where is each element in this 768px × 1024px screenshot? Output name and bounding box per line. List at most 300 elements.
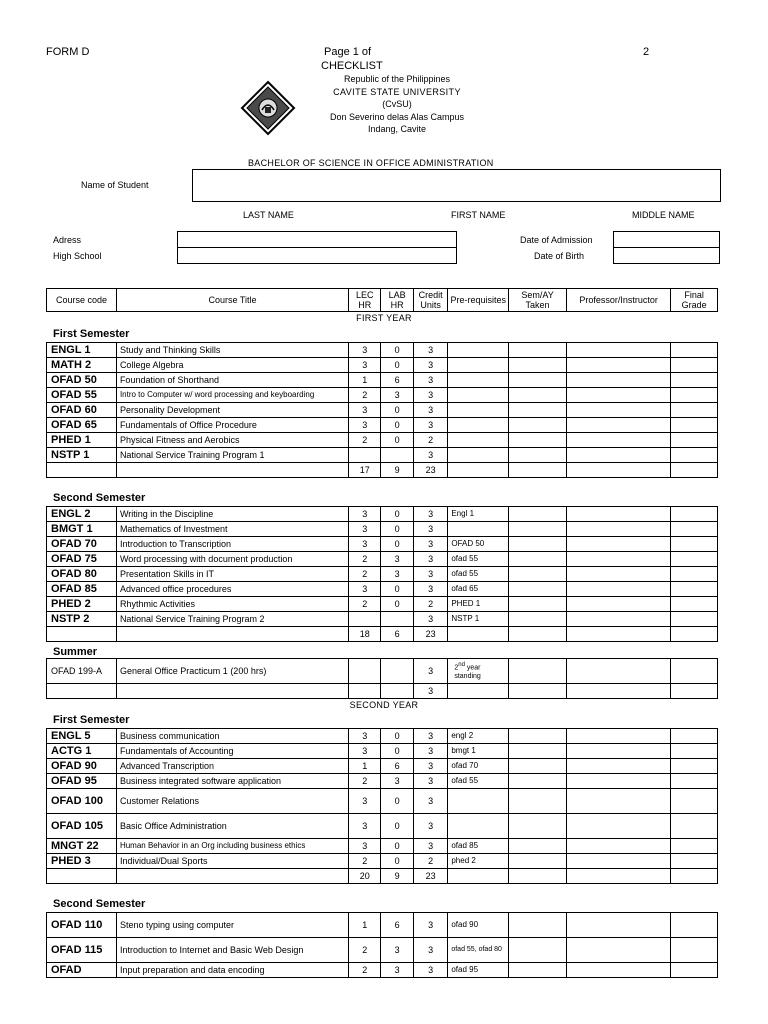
course-title: Rhythmic Activities xyxy=(116,597,348,612)
col-prerequisites: Pre-requisites xyxy=(448,289,509,312)
prerequisite xyxy=(448,789,509,814)
credit-units: 3 xyxy=(413,774,447,789)
professor-cell[interactable] xyxy=(566,963,670,978)
date-birth-label: Date of Birth xyxy=(534,251,585,261)
prerequisite xyxy=(448,448,509,463)
total-blank xyxy=(47,869,117,884)
sem-ay-taken-cell[interactable] xyxy=(509,358,567,373)
final-grade-cell[interactable] xyxy=(671,388,718,403)
sem-ay-taken-cell[interactable] xyxy=(509,418,567,433)
course-title: Fundamentals of Office Procedure xyxy=(116,418,348,433)
professor-cell[interactable] xyxy=(566,938,670,963)
lab-hours: 0 xyxy=(381,789,413,814)
professor-cell[interactable] xyxy=(566,388,670,403)
lab-hours xyxy=(381,659,413,684)
sem-ay-taken-cell[interactable] xyxy=(509,597,567,612)
professor-cell[interactable] xyxy=(566,597,670,612)
course-title: Foundation of Shorthand xyxy=(116,373,348,388)
sem-ay-taken-cell[interactable] xyxy=(509,789,567,814)
lab-hours xyxy=(381,448,413,463)
table-row xyxy=(47,963,718,978)
table-row xyxy=(47,403,718,418)
professor-cell[interactable] xyxy=(566,358,670,373)
final-grade-cell[interactable] xyxy=(671,552,718,567)
course-code: OFAD 75 xyxy=(47,552,117,567)
table-row xyxy=(47,507,718,522)
checklist-title: CHECKLIST xyxy=(321,60,383,72)
header-line: Republic of the Philippines xyxy=(343,74,451,84)
course-code: PHED 1 xyxy=(47,433,117,448)
semester-label: Summer xyxy=(53,646,98,658)
professor-cell[interactable] xyxy=(566,522,670,537)
sem-ay-taken-cell[interactable] xyxy=(509,537,567,552)
sem-ay-taken-cell[interactable] xyxy=(509,552,567,567)
course-code: OFAD 115 xyxy=(47,938,117,963)
table-row xyxy=(47,388,718,403)
lab-hours: 0 xyxy=(381,537,413,552)
student-name-field[interactable] xyxy=(192,169,721,202)
course-code: OFAD 90 xyxy=(47,759,117,774)
lab-hours: 0 xyxy=(381,582,413,597)
lec-hours: 3 xyxy=(349,839,381,854)
total-row xyxy=(47,869,718,884)
prerequisite xyxy=(448,659,509,684)
professor-cell[interactable] xyxy=(566,343,670,358)
table-row xyxy=(47,729,718,744)
total-row xyxy=(47,627,718,642)
total-lab xyxy=(381,684,413,699)
lec-hours: 1 xyxy=(349,913,381,938)
header-line: Don Severino delas Alas Campus xyxy=(329,111,465,122)
course-code: BMGT 1 xyxy=(47,522,117,537)
course-code: OFAD 85 xyxy=(47,582,117,597)
lab-hours: 0 xyxy=(381,522,413,537)
prerequisite: bmgt 1 xyxy=(448,744,509,759)
lab-hours: 0 xyxy=(381,839,413,854)
sem-ay-taken-cell[interactable] xyxy=(509,388,567,403)
col-lab-hr: LAB HR xyxy=(381,289,413,312)
course-code: OFAD 199-A xyxy=(47,659,117,684)
page-total: 2 xyxy=(643,46,650,58)
final-grade-cell[interactable] xyxy=(671,659,718,684)
total-credit: 23 xyxy=(413,463,447,478)
final-grade-cell[interactable] xyxy=(671,729,718,744)
sem-ay-taken-cell[interactable] xyxy=(509,567,567,582)
course-title: Input preparation and data encoding xyxy=(116,963,348,978)
credit-units: 3 xyxy=(413,358,447,373)
lab-hours: 0 xyxy=(381,814,413,839)
professor-cell[interactable] xyxy=(566,854,670,869)
sem-ay-taken-cell[interactable] xyxy=(509,744,567,759)
year-heading: SECOND YEAR xyxy=(349,700,419,710)
credit-units: 3 xyxy=(413,507,447,522)
sem-ay-taken-cell[interactable] xyxy=(509,343,567,358)
table-row xyxy=(47,744,718,759)
course-title: Customer Relations xyxy=(116,789,348,814)
credit-units: 3 xyxy=(413,388,447,403)
lab-hours: 3 xyxy=(381,774,413,789)
credit-units: 3 xyxy=(413,418,447,433)
prerequisite xyxy=(448,418,509,433)
col-professor: Professor/Instructor xyxy=(566,289,670,312)
prerequisite: ofad 95 xyxy=(448,963,509,978)
professor-cell[interactable] xyxy=(566,448,670,463)
sem-ay-taken-cell[interactable] xyxy=(509,433,567,448)
total-blank xyxy=(448,463,509,478)
course-code: ENGL 5 xyxy=(47,729,117,744)
total-lec: 18 xyxy=(349,627,381,642)
high-school-field[interactable] xyxy=(177,247,457,264)
lec-hours: 3 xyxy=(349,343,381,358)
total-blank xyxy=(509,627,567,642)
lab-hours: 6 xyxy=(381,373,413,388)
credit-units: 3 xyxy=(413,759,447,774)
lec-hours: 3 xyxy=(349,537,381,552)
credit-units: 3 xyxy=(413,913,447,938)
professor-cell[interactable] xyxy=(566,839,670,854)
total-blank xyxy=(566,463,670,478)
course-code: OFAD 105 xyxy=(47,814,117,839)
course-title: Introduction to Transcription xyxy=(116,537,348,552)
table-row xyxy=(47,582,718,597)
prerequisite: PHED 1 xyxy=(448,597,509,612)
semester-label: First Semester xyxy=(53,328,130,340)
header-line: (CvSU) xyxy=(382,99,412,109)
sem-ay-taken-cell[interactable] xyxy=(509,814,567,839)
credit-units: 3 xyxy=(413,814,447,839)
sem-ay-taken-cell[interactable] xyxy=(509,839,567,854)
credit-units: 3 xyxy=(413,537,447,552)
course-code: PHED 3 xyxy=(47,854,117,869)
prerequisite xyxy=(448,358,509,373)
table-row xyxy=(47,913,718,938)
professor-cell[interactable] xyxy=(566,552,670,567)
course-code: OFAD 70 xyxy=(47,537,117,552)
credit-units: 3 xyxy=(413,552,447,567)
total-lab: 6 xyxy=(381,627,413,642)
lec-hours: 2 xyxy=(349,774,381,789)
professor-cell[interactable] xyxy=(566,373,670,388)
total-lec: 20 xyxy=(349,869,381,884)
total-blank xyxy=(509,869,567,884)
final-grade-cell[interactable] xyxy=(671,343,718,358)
course-table-y1-s2 xyxy=(46,506,718,642)
col-final-grade: Final Grade xyxy=(671,289,718,312)
lab-hours: 0 xyxy=(381,343,413,358)
university-header xyxy=(0,73,768,136)
final-grade-cell[interactable] xyxy=(671,537,718,552)
lec-hours: 3 xyxy=(349,814,381,839)
course-title: Individual/Dual Sports xyxy=(116,854,348,869)
final-grade-cell[interactable] xyxy=(671,433,718,448)
final-grade-cell[interactable] xyxy=(671,507,718,522)
total-blank xyxy=(47,684,117,699)
final-grade-cell[interactable] xyxy=(671,522,718,537)
credit-units: 3 xyxy=(413,522,447,537)
final-grade-cell[interactable] xyxy=(671,789,718,814)
prerequisite: ofad 90 xyxy=(448,913,509,938)
final-grade-cell[interactable] xyxy=(671,418,718,433)
lec-hours xyxy=(349,659,381,684)
course-title: College Algebra xyxy=(116,358,348,373)
credit-units: 3 xyxy=(413,373,447,388)
course-title: Word processing with document production xyxy=(116,552,348,567)
col-lec-hr: LEC HR xyxy=(349,289,381,312)
course-title: Intro to Computer w/ word processing and keyboarding xyxy=(116,388,348,403)
lec-hours: 1 xyxy=(349,373,381,388)
table-row xyxy=(47,854,718,869)
credit-units: 3 xyxy=(413,744,447,759)
lab-hours: 3 xyxy=(381,963,413,978)
sem-ay-taken-cell[interactable] xyxy=(509,373,567,388)
prereq-sup: nd xyxy=(458,662,465,669)
last-name-label: LAST NAME xyxy=(243,210,294,220)
total-lab: 9 xyxy=(381,869,413,884)
final-grade-cell[interactable] xyxy=(671,963,718,978)
lec-hours xyxy=(349,448,381,463)
table-row xyxy=(47,373,718,388)
total-blank xyxy=(448,627,509,642)
total-blank xyxy=(116,627,348,642)
final-grade-cell[interactable] xyxy=(671,839,718,854)
course-title: Business integrated software application xyxy=(116,774,348,789)
date-admission-label: Date of Admission xyxy=(520,235,593,245)
credit-units: 3 xyxy=(413,729,447,744)
course-code: OFAD 50 xyxy=(47,373,117,388)
credit-units: 3 xyxy=(413,789,447,814)
final-grade-cell[interactable] xyxy=(671,567,718,582)
credit-units: 3 xyxy=(413,938,447,963)
final-grade-cell[interactable] xyxy=(671,854,718,869)
professor-cell[interactable] xyxy=(566,507,670,522)
final-grade-cell[interactable] xyxy=(671,373,718,388)
course-title: Basic Office Administration xyxy=(116,814,348,839)
table-row xyxy=(47,839,718,854)
credit-units: 3 xyxy=(413,839,447,854)
course-code: OFAD 65 xyxy=(47,418,117,433)
professor-cell[interactable] xyxy=(566,744,670,759)
total-blank xyxy=(47,463,117,478)
course-title: Study and Thinking Skills xyxy=(116,343,348,358)
table-row xyxy=(47,612,718,627)
sem-ay-taken-cell[interactable] xyxy=(509,612,567,627)
professor-cell[interactable] xyxy=(566,433,670,448)
table-row xyxy=(47,659,718,684)
table-row xyxy=(47,537,718,552)
col-credit-units: Credit Units xyxy=(413,289,447,312)
final-grade-cell[interactable] xyxy=(671,358,718,373)
credit-units: 3 xyxy=(413,963,447,978)
table-row xyxy=(47,814,718,839)
course-code: ACTG 1 xyxy=(47,744,117,759)
program-title: BACHELOR OF SCIENCE IN OFFICE ADMINISTRATION xyxy=(248,158,494,168)
address-field[interactable] xyxy=(177,231,457,248)
total-blank xyxy=(671,684,718,699)
semester-label: First Semester xyxy=(53,714,130,726)
table-row xyxy=(47,567,718,582)
total-blank xyxy=(116,869,348,884)
lab-hours: 3 xyxy=(381,567,413,582)
table-row xyxy=(47,343,718,358)
total-blank xyxy=(509,684,567,699)
course-code: NSTP 1 xyxy=(47,448,117,463)
name-label: Name of Student xyxy=(81,180,149,190)
credit-units: 3 xyxy=(413,343,447,358)
course-title: Physical Fitness and Aerobics xyxy=(116,433,348,448)
total-row xyxy=(47,463,718,478)
lab-hours: 6 xyxy=(381,759,413,774)
total-lab: 9 xyxy=(381,463,413,478)
header-line: CAVITE STATE UNIVERSITY xyxy=(333,86,461,97)
prerequisite: ofad 55 xyxy=(448,774,509,789)
professor-cell[interactable] xyxy=(566,659,670,684)
sem-ay-taken-cell[interactable] xyxy=(509,448,567,463)
course-code: ENGL 2 xyxy=(47,507,117,522)
sem-ay-taken-cell[interactable] xyxy=(509,403,567,418)
lec-hours xyxy=(349,612,381,627)
lec-hours: 3 xyxy=(349,507,381,522)
course-table-summer xyxy=(46,658,718,699)
professor-cell[interactable] xyxy=(566,759,670,774)
address-label: Adress xyxy=(53,235,82,245)
professor-cell[interactable] xyxy=(566,729,670,744)
total-credit: 23 xyxy=(413,627,447,642)
final-grade-cell[interactable] xyxy=(671,403,718,418)
lab-hours: 0 xyxy=(381,358,413,373)
lec-hours: 3 xyxy=(349,522,381,537)
lab-hours xyxy=(381,612,413,627)
lec-hours: 2 xyxy=(349,854,381,869)
table-row xyxy=(47,433,718,448)
prerequisite xyxy=(448,403,509,418)
sem-ay-taken-cell[interactable] xyxy=(509,659,567,684)
sem-ay-taken-cell[interactable] xyxy=(509,774,567,789)
lab-hours: 0 xyxy=(381,729,413,744)
course-title: Personality Development xyxy=(116,403,348,418)
sem-ay-taken-cell[interactable] xyxy=(509,913,567,938)
prerequisite: engl 2 xyxy=(448,729,509,744)
credit-units: 3 xyxy=(413,582,447,597)
credit-units: 3 xyxy=(413,612,447,627)
prerequisite: OFAD 50 xyxy=(448,537,509,552)
professor-cell[interactable] xyxy=(566,814,670,839)
course-title: General Office Practicum 1 (200 hrs) xyxy=(116,659,348,684)
credit-units: 3 xyxy=(413,448,447,463)
professor-cell[interactable] xyxy=(566,567,670,582)
total-blank xyxy=(566,869,670,884)
professor-cell[interactable] xyxy=(566,537,670,552)
professor-cell[interactable] xyxy=(566,612,670,627)
professor-cell[interactable] xyxy=(566,913,670,938)
lab-hours: 0 xyxy=(381,403,413,418)
sem-ay-taken-cell[interactable] xyxy=(509,963,567,978)
middle-name-label: MIDDLE NAME xyxy=(632,210,695,220)
professor-cell[interactable] xyxy=(566,418,670,433)
lec-hours: 3 xyxy=(349,729,381,744)
prerequisite xyxy=(448,522,509,537)
course-code: MATH 2 xyxy=(47,358,117,373)
lec-hours: 3 xyxy=(349,789,381,814)
prerequisite xyxy=(448,388,509,403)
professor-cell[interactable] xyxy=(566,582,670,597)
prerequisite: ofad 55 xyxy=(448,567,509,582)
course-code: MNGT 22 xyxy=(47,839,117,854)
total-credit: 3 xyxy=(413,684,447,699)
course-title: Business communication xyxy=(116,729,348,744)
sem-ay-taken-cell[interactable] xyxy=(509,522,567,537)
header-line: Indang, Cavite xyxy=(367,124,427,134)
final-grade-cell[interactable] xyxy=(671,448,718,463)
sem-ay-taken-cell[interactable] xyxy=(509,507,567,522)
total-blank xyxy=(509,463,567,478)
total-blank xyxy=(47,627,117,642)
date-birth-field[interactable] xyxy=(613,247,720,264)
final-grade-cell[interactable] xyxy=(671,774,718,789)
sem-ay-taken-cell[interactable] xyxy=(509,582,567,597)
prerequisite xyxy=(448,373,509,388)
course-title: Presentation Skills in IT xyxy=(116,567,348,582)
lab-hours: 0 xyxy=(381,433,413,448)
course-table-y2-s2 xyxy=(46,912,718,978)
credit-units: 2 xyxy=(413,854,447,869)
date-admission-field[interactable] xyxy=(613,231,720,248)
final-grade-cell[interactable] xyxy=(671,744,718,759)
course-code: OFAD 100 xyxy=(47,789,117,814)
lec-hours: 3 xyxy=(349,403,381,418)
sem-ay-taken-cell[interactable] xyxy=(509,729,567,744)
total-lec: 17 xyxy=(349,463,381,478)
credit-units: 3 xyxy=(413,403,447,418)
final-grade-cell[interactable] xyxy=(671,814,718,839)
prerequisite: phed 2 xyxy=(448,854,509,869)
course-table-y1-s1 xyxy=(46,342,718,478)
prerequisite: ofad 85 xyxy=(448,839,509,854)
course-title: Advanced office procedures xyxy=(116,582,348,597)
lec-hours: 3 xyxy=(349,744,381,759)
lec-hours: 2 xyxy=(349,567,381,582)
final-grade-cell[interactable] xyxy=(671,913,718,938)
course-title: National Service Training Program 2 xyxy=(116,612,348,627)
professor-cell[interactable] xyxy=(566,774,670,789)
page-label: Page 1 of xyxy=(324,46,372,58)
col-course-code: Course code xyxy=(47,289,117,312)
sem-ay-taken-cell[interactable] xyxy=(509,938,567,963)
table-row xyxy=(47,552,718,567)
lec-hours: 2 xyxy=(349,938,381,963)
total-blank xyxy=(448,684,509,699)
credit-units: 2 xyxy=(413,597,447,612)
total-blank xyxy=(566,684,670,699)
professor-cell[interactable] xyxy=(566,403,670,418)
prerequisite: Engl 1 xyxy=(448,507,509,522)
final-grade-cell[interactable] xyxy=(671,938,718,963)
prerequisite: ofad 55, ofad 80 xyxy=(448,938,509,963)
final-grade-cell[interactable] xyxy=(671,759,718,774)
course-title: National Service Training Program 1 xyxy=(116,448,348,463)
lab-hours: 0 xyxy=(381,854,413,869)
course-title: Steno typing using computer xyxy=(116,913,348,938)
lec-hours: 3 xyxy=(349,358,381,373)
sem-ay-taken-cell[interactable] xyxy=(509,854,567,869)
professor-cell[interactable] xyxy=(566,789,670,814)
final-grade-cell[interactable] xyxy=(671,597,718,612)
final-grade-cell[interactable] xyxy=(671,582,718,597)
sem-ay-taken-cell[interactable] xyxy=(509,759,567,774)
total-row xyxy=(47,684,718,699)
prerequisite: NSTP 1 xyxy=(448,612,509,627)
course-title: Human Behavior in an Org including business ethics xyxy=(116,839,348,854)
final-grade-cell[interactable] xyxy=(671,612,718,627)
